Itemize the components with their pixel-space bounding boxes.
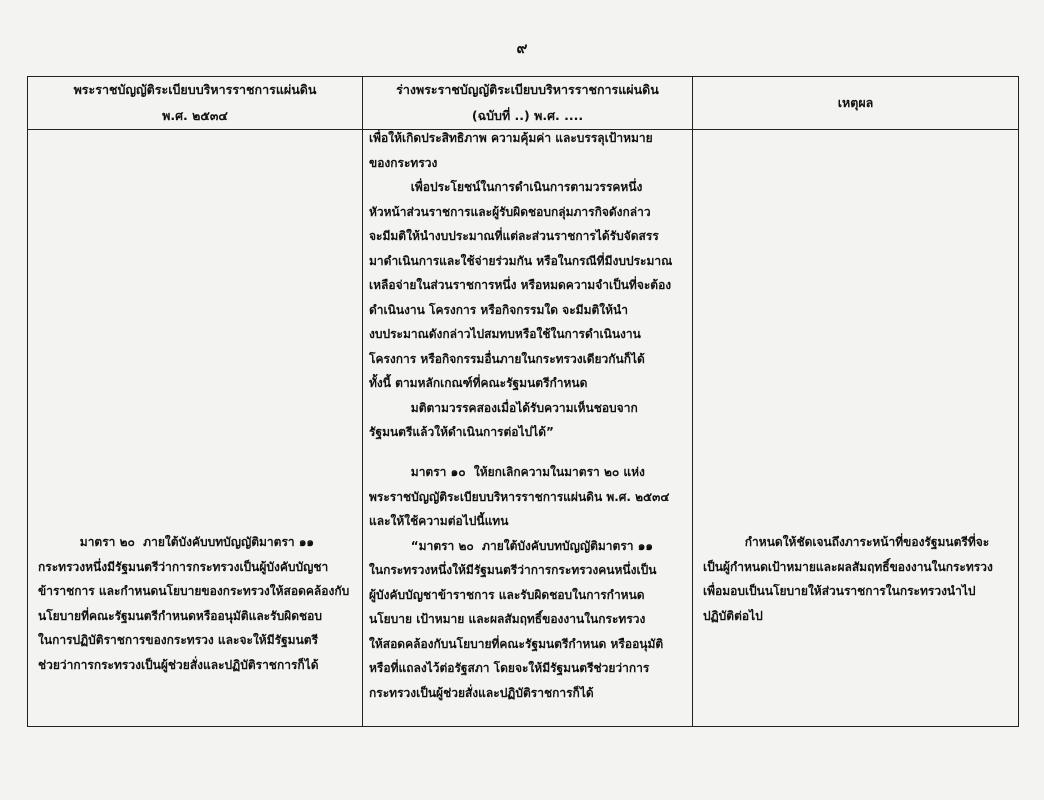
- comparison-table: [27, 76, 1019, 727]
- header-current-act-label: พระราชบัญญัติระเบียบบริหารราชการแผ่นดิน พ.ศ. ๒๕๓๔: [73, 82, 317, 123]
- rationale-text: กำหนดให้ชัดเจนถึงภาระหน้าที่ของรัฐมนตรีที่จะ เป็นผู้กำหนดเป้าหมายและผลสัมฤทธิ์ของงานในกระทรวง เพื่อมอบเป็นนโยบายให้ส่วนราชการในกระทรวงนำไป ปฏิบัติต่อไป: [703, 535, 993, 623]
- current-act-text: มาตรา ๒๐ ภายใต้บังคับบทบัญญัติมาตรา ๑๑ กระทรวงหนึ่งมีรัฐมนตรีว่าการกระทรวงเป็นผู้บังคับบัญชา ข้าราชการ และกำหนดนโยบายของกระทรวงให้สอดคล้องกับ นโยบายที่คณะรัฐมนตรีกำหนดหรืออนุมัติและรับผิดชอบ ในการปฏิบัติราชการของกระทรวง และจะให้มีรัฐมนตรี ช่วยว่าการกระทรวงเป็นผู้ช่วยสั่งและปฏิบัติราชการก็ได้: [38, 535, 350, 672]
- header-draft-act: [363, 77, 693, 130]
- draft-act-text-bottom: มาตรา ๑๐ ให้ยกเลิกความในมาตรา ๒๐ แห่ง พระราชบัญญัติระเบียบบริหารราชการแผ่นดิน พ.ศ. ๒๕๓๔ และให้ใช้ความต่อไปนี้แทน “มาตรา ๒๐ ภายใต้บังคับบทบัญญัติมาตรา ๑๑ ในกระทรวงหนึ่งให้มีรัฐมนตรีว่าการกระทรวงคนหนึ่งเป็น ผู้บังคับบัญชาข้าราชการ และรับผิดชอบในการกำหนด นโยบาย เป้าหมาย และผลสัมฤทธิ์ของงานในกระทรวง ให้สอดคล้องกับนโยบายที่คณะรัฐมนตรีกำหนด หรืออนุมัติ หรือที่แถลงไว้ต่อรัฐสภา โดยจะให้มีรัฐมนตรีช่วยว่าการ กระทรวงเป็นผู้ช่วยสั่งและปฏิบัติราชการก็ได้: [369, 465, 670, 700]
- cell-rationale: [693, 130, 1019, 727]
- header-rationale-label: เหตุผล: [837, 95, 874, 110]
- draft-act-text-top: เพื่อให้เกิดประสิทธิภาพ ความคุ้มค่า และบรรลุเป้าหมาย ของกระทรวง เพื่อประโยชน์ในการดำเนินการตามวรรคหนึ่ง หัวหน้าส่วนราชการและผู้รับผิดชอบกลุ่มภารกิจดังกล่าว จะมีมติให้นำงบประมาณที่แต่ละส่วนราชการได้รับจัดสรร มาดำเนินการและใช้จ่ายร่วมกัน หรือในกรณีที่มีงบประมาณ เหลือจ่ายในส่วนราชการหนึ่ง หรือหมดความจำเป็นที่จะต้อง ดำเนินงาน โครงการ หรือกิจกรรมใด จะมีมติให้นำ งบประมาณดังกล่าวไปสมทบหรือใช้ในการดำเนินงาน โครงการ หรือกิจกรรมอื่นภายในกระทรวงเดียวกันก็ได้ ทั้งนี้ ตามหลักเกณฑ์ที่คณะรัฐมนตรีกำหนด มติตามวรรคสองเมื่อได้รับความเห็นชอบจาก รัฐมนตรีแล้วให้ดำเนินการต่อไปได้”: [369, 131, 673, 439]
- table-header-row: [28, 77, 1019, 130]
- header-draft-act-label: ร่างพระราชบัญญัติระเบียบบริหารราชการแผ่นดิน (ฉบับที่ ..) พ.ศ. ....: [396, 82, 659, 123]
- cell-current-act: [28, 130, 363, 727]
- table-row: [28, 130, 1019, 727]
- cell-draft-act: [363, 130, 693, 727]
- header-current-act: [28, 77, 363, 130]
- header-rationale: [693, 77, 1019, 130]
- page-number: ๙: [516, 39, 528, 57]
